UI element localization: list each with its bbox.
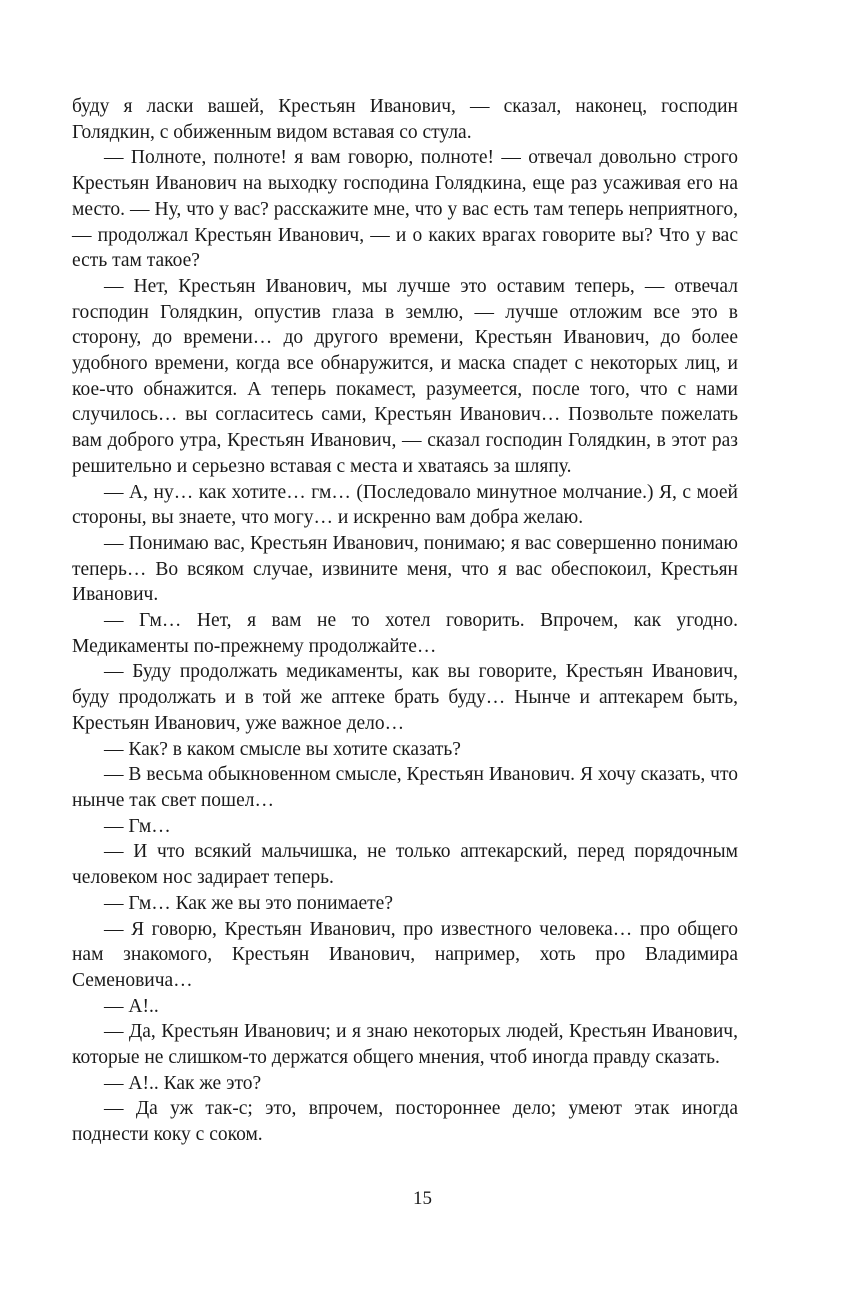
page-number: 15 — [413, 1188, 432, 1209]
paragraph-15: — Да, Крестьян Иванович; и я знаю некоторых людей, Крестьян Иванович, которые не слишком-то держатся общего мнения, чтоб иногда правду сказать. — [72, 1021, 738, 1069]
page-body — [72, 94, 738, 1148]
paragraph-6: — Гм… Нет, я вам не то хотел говорить. Впрочем, как угодно. Медикаменты по-прежнему продолжайте… — [72, 610, 738, 657]
paragraph-16: — А!.. Как же это? — [104, 1072, 262, 1094]
paragraph-7: — Буду продолжать медикаменты, как вы говорите, Крестьян Иванович, буду продолжать и в той же аптеке брать буду… Нынче и аптекарем быть, Крестьян Иванович, уже важное дело… — [72, 661, 738, 734]
paragraph-10: — Гм… — [104, 815, 171, 837]
paragraph-12: — Гм… Как же вы это понимаете? — [104, 892, 393, 914]
paragraph-11: — И что всякий мальчишка, не только аптекарский, перед порядочным человеком нос задирает теперь. — [72, 841, 738, 889]
paragraph-1: буду я ласки вашей, Крестьян Иванович, — сказал, наконец, господин Голядкин, с обиженным видом вставая со стула. — [72, 96, 738, 143]
paragraph-4: — А, ну… как хотите… гм… (Последовало минутное молчание.) Я, с моей стороны, вы знаете, что могу… и искренно вам добра желаю. — [72, 481, 738, 529]
paragraph-13: — Я говорю, Крестьян Иванович, про известного человека… про общего нам знакомого, Крестьян Иванович, например, хоть про Владимира Семеновича… — [72, 918, 738, 991]
paragraph-2: — Полноте, полноте! я вам говорю, полноте! — отвечал довольно строго Крестьян Иванович на выходку господина Голядкина, еще раз усаживая его на место. — Ну, что у вас? расскажите мне, что у вас есть там теперь неприятного, — продолжал Крестьян Иванович, — и о каких врагах говорите вы? Что у вас есть там такое? — [72, 147, 738, 272]
paragraph-3: — Нет, Крестьян Иванович, мы лучше это оставим теперь, — отвечал господин Голядкин, опустив глаза в землю, — лучше отложим все это в сторону, до времени… до другого времени, Крестьян Иванович, до более удобного времени, когда все обнаружится, и маска спадет с некоторых лиц, и кое-что обнажится. А теперь покамест, разумеется, после того, что с нами случилось… вы согласитесь сами, Крестьян Иванович… Позвольте пожелать вам доброго утра, Крестьян Иванович, — сказал господин Голядкин, в этот раз решительно и серьезно вставая с места и хватаясь за шляпу. — [72, 275, 738, 477]
paragraph-17: — Да уж так-с; это, впрочем, постороннее дело; умеют этак иногда поднести коку с соком. — [72, 1098, 738, 1146]
paragraph-5: — Понимаю вас, Крестьян Иванович, понимаю; я вас совершенно понимаю теперь… Во всяком случае, извините меня, что я вас обеспокоил, Крестьян Иванович. — [72, 532, 738, 606]
paragraph-8: — Как? в каком смысле вы хотите сказать? — [104, 738, 461, 760]
paragraph-14: — А!.. — [104, 995, 159, 1017]
paragraph-9: — В весьма обыкновенном смысле, Крестьян Иванович. Я хочу сказать, что нынче так свет пошел… — [72, 764, 738, 811]
